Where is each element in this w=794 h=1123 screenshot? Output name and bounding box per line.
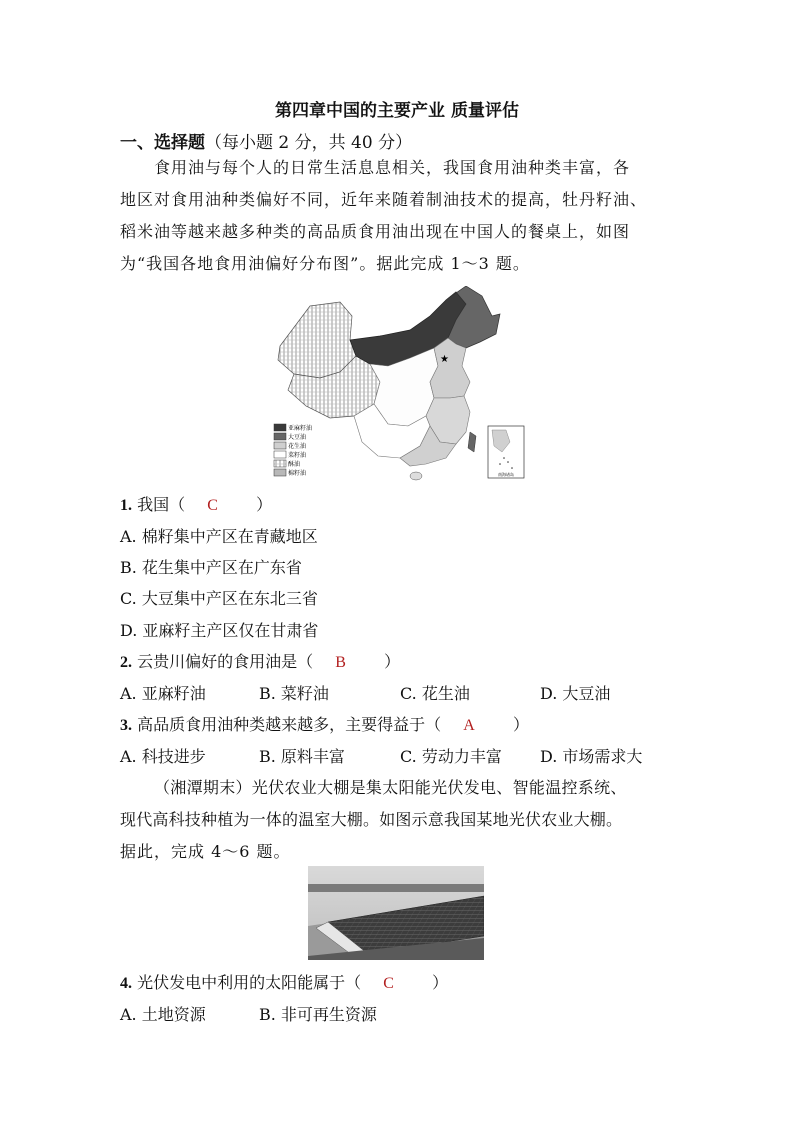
q1-option-c: C. 大豆集中产区在东北三省	[120, 589, 318, 608]
region-taiwan	[468, 432, 476, 452]
passage-2-line-2: 现代高科技种植为一体的温室大棚。如图示意我国某地光伏农业大棚。	[120, 810, 623, 829]
map-legend	[274, 424, 312, 477]
section-heading	[120, 128, 412, 153]
question-1-number: 1.	[120, 497, 132, 514]
q3-option-a: A. 科技进步	[120, 747, 206, 766]
china-oil-preference-map	[270, 286, 526, 482]
passage-1-line-2: 地区对食用油种类偏好不同，近年来随着制油技术的提高，牡丹籽油、	[120, 190, 648, 209]
passage-2-line-1: （湘潭期末）光伏农业大棚是集太阳能光伏发电、智能温控系统、	[154, 778, 627, 797]
legend-item-2: 大豆油	[288, 434, 307, 441]
question-2-close: ）	[384, 652, 401, 671]
question-2-number: 2.	[120, 654, 132, 671]
question-2-stem: 云贵川偏好的食用油是（	[137, 652, 314, 671]
region-hainan	[410, 472, 422, 480]
question-3-close: ）	[513, 715, 530, 734]
q1-option-d: D. 亚麻籽主产区仅在甘肃省	[120, 621, 319, 640]
q2-option-a: A. 亚麻籽油	[120, 684, 206, 703]
question-1-stem: 我国（	[137, 495, 186, 514]
passage-1-line-1: 食用油与每个人的日常生活息息相关，我国食用油种类丰富，各	[154, 158, 631, 177]
q1-option-a: A. 棉籽集中产区在青藏地区	[120, 527, 318, 546]
solar-greenhouse-photo	[308, 866, 484, 960]
passage-1-line-3: 稻米油等越来越多种类的高品质食用油出现在中国人的餐桌上，如图	[120, 222, 631, 241]
q3-option-b: B. 原料丰富	[259, 747, 345, 766]
q4-option-a: A. 土地资源	[120, 1005, 206, 1024]
question-1-answer: C	[207, 497, 218, 514]
question-1	[120, 492, 272, 515]
south-china-sea-inset	[488, 426, 524, 478]
q3-option-d: D. 市场需求大	[540, 747, 643, 766]
question-3-number: 3.	[120, 717, 132, 734]
legend-item-1: 亚麻籽油	[288, 425, 313, 432]
q4-option-b: B. 非可再生资源	[259, 1005, 377, 1024]
question-4-close: ）	[432, 973, 449, 992]
question-3	[120, 712, 529, 735]
legend-item-3: 花生油	[288, 443, 307, 450]
q2-option-d: D. 大豆油	[540, 684, 611, 703]
question-3-stem: 高品质食用油种类越来越多，主要得益于（	[137, 715, 442, 734]
passage-2-line-3: 据此，完成 4～6 题。	[120, 842, 291, 861]
legend-item-6: 棉籽油	[288, 470, 307, 477]
question-4	[120, 970, 448, 993]
q2-option-b: B. 菜籽油	[259, 684, 329, 703]
section-note: （每小题 2 分，共 40 分）	[205, 133, 413, 153]
question-2-answer: B	[335, 654, 346, 671]
capital-star-icon: ★	[440, 354, 449, 365]
question-4-answer: C	[383, 975, 394, 992]
question-1-close: ）	[256, 495, 273, 514]
question-2	[120, 649, 400, 672]
region-xinjiang	[278, 302, 356, 378]
question-3-answer: A	[463, 717, 475, 734]
passage-1-line-4: 为“我国各地食用油偏好分布图”。据此完成 1～3 题。	[120, 254, 530, 273]
section-label: 一、选择题	[120, 133, 205, 153]
q2-option-c: C. 花生油	[400, 684, 470, 703]
question-4-number: 4.	[120, 975, 132, 992]
page-title: 第四章中国的主要产业 质量评估	[275, 101, 519, 121]
legend-item-4: 菜籽油	[288, 452, 307, 459]
inset-label: 南海诸岛	[498, 472, 514, 477]
q3-option-c: C. 劳动力丰富	[400, 747, 502, 766]
q1-option-b: B. 花生集中产区在广东省	[120, 558, 302, 577]
question-4-stem: 光伏发电中利用的太阳能属于（	[137, 973, 362, 992]
legend-item-5: 酥油	[288, 461, 301, 468]
